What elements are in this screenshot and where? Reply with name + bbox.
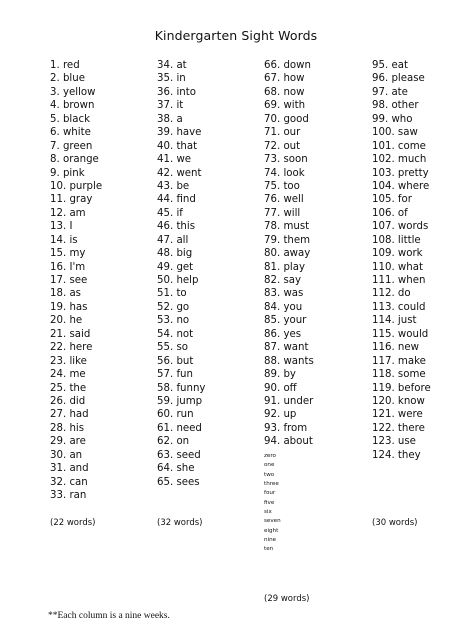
sight-word: 77. will [264, 207, 301, 219]
word-count-column-3: (29 words) [264, 594, 310, 604]
sight-word: 107. words [372, 221, 429, 233]
sight-word: 31. and [50, 463, 89, 475]
sight-word: 11. gray [50, 194, 93, 206]
sight-word: 36. into [157, 86, 196, 98]
sight-word: 86. yes [264, 328, 302, 340]
sight-word: 40. that [157, 140, 198, 152]
sight-word: 81. play [264, 261, 306, 273]
sight-word: 58. funny [157, 382, 206, 394]
sight-word: 120. know [372, 395, 425, 407]
sight-word: 69. with [264, 100, 306, 112]
sight-word: 102. much [372, 154, 427, 166]
sight-word: 71. our [264, 127, 301, 139]
sight-word: 114. just [372, 315, 417, 327]
sight-word: 5. black [50, 113, 90, 125]
sight-word: 64. she [157, 463, 195, 475]
sight-word: 13. I [50, 221, 73, 233]
sight-word: 78. must [264, 221, 310, 233]
sight-word: 10. purple [50, 180, 103, 192]
sight-word: 99. who [372, 113, 413, 125]
sight-word: 19. has [50, 301, 88, 313]
sight-word: 8. orange [50, 154, 99, 166]
sight-word: 54. not [157, 328, 194, 340]
sight-word: 68. now [264, 86, 305, 98]
sight-word: 74. look [264, 167, 305, 179]
sight-word: 65. sees [157, 476, 200, 488]
sight-word: 41. we [157, 154, 192, 166]
sight-word: 91. under [264, 395, 314, 407]
sight-word: 1. red [50, 60, 80, 71]
sight-word: 9. pink [50, 167, 85, 179]
number-word: nine [264, 537, 277, 544]
sight-word: 88. wants [264, 355, 314, 367]
sight-word: 20. he [50, 315, 83, 327]
sight-word: 89. by [264, 369, 296, 381]
sight-word: 119. before [372, 382, 431, 394]
sight-word: 6. white [50, 127, 91, 139]
sight-word: 2. blue [50, 73, 85, 85]
sight-word: 67. how [264, 73, 305, 85]
sight-word: 30. an [50, 449, 83, 461]
sight-word: 43. be [157, 180, 190, 192]
sight-word: 46. this [157, 221, 196, 233]
sight-word: 105. for [372, 194, 412, 206]
sight-word: 49. get [157, 261, 194, 273]
sight-word: 48. big [157, 248, 193, 260]
word-count-column-4: (30 words) [372, 518, 418, 528]
sight-word: 29. are [50, 436, 86, 448]
sight-word: 15. my [50, 248, 86, 260]
sight-word: 59. jump [157, 395, 203, 407]
word-count-column-1: (22 words) [50, 518, 96, 528]
sight-word: 75. too [264, 180, 300, 192]
page-title: Kindergarten Sight Words [154, 28, 318, 43]
sight-word: 87. want [264, 342, 309, 354]
number-word: two [264, 471, 275, 478]
sight-word: 63. seed [157, 449, 201, 461]
footnote: **Each column is a nine weeks. [48, 611, 170, 621]
sight-word: 103. pretty [372, 167, 429, 179]
sight-word: 84. you [264, 301, 303, 313]
sight-word: 3. yellow [50, 86, 96, 98]
sight-word: 60. run [157, 409, 194, 421]
sight-word: 61. need [157, 422, 202, 434]
sight-word: 124. they [372, 449, 421, 461]
sight-word: 95. eat [372, 60, 408, 71]
sight-word: 121. were [372, 409, 423, 421]
word-column-4 [372, 59, 431, 462]
sight-word: 92. up [264, 409, 297, 421]
word-column-3 [264, 59, 314, 449]
sight-word: 108. little [372, 234, 421, 246]
sight-word: 115. would [372, 328, 429, 340]
sight-word: 12. am [50, 207, 86, 219]
sight-word: 83. was [264, 288, 304, 300]
sight-word: 56. but [157, 355, 194, 367]
sight-word: 80. away [264, 248, 311, 260]
word-count-column-2: (32 words) [157, 518, 203, 528]
number-word: five [264, 499, 275, 506]
sight-word: 72. out [264, 140, 301, 152]
sight-word: 32. can [50, 476, 88, 488]
sight-word: 26. did [50, 395, 86, 407]
sight-word: 50. help [157, 275, 199, 286]
sight-word: 22. here [50, 342, 93, 354]
sight-word: 35. in [157, 73, 186, 85]
sight-word: 42. went [157, 167, 202, 179]
sight-word: 96. please [372, 73, 425, 85]
sight-word: 16. I'm [50, 261, 86, 273]
sight-word: 25. the [50, 382, 87, 394]
sight-word: 38. a [157, 113, 183, 125]
sight-word: 17. see [50, 275, 88, 286]
sight-word: 23. like [50, 355, 87, 367]
sight-word: 93. from [264, 422, 308, 434]
sight-word: 90. off [264, 382, 297, 394]
sight-word: 18. as [50, 288, 81, 300]
sight-word: 33. ran [50, 490, 87, 501]
number-word: six [264, 509, 272, 516]
sight-word: 55. so [157, 342, 188, 354]
number-word: three [264, 481, 279, 488]
sight-word: 118. some [372, 369, 426, 381]
sight-word: 106. of [372, 207, 408, 219]
sight-word: 122. there [372, 422, 425, 434]
number-word: seven [264, 518, 281, 525]
sight-word: 21. said [50, 328, 91, 340]
sight-word: 82. say [264, 275, 302, 286]
sight-word: 73. soon [264, 154, 308, 166]
sight-word: 111. when [372, 275, 426, 286]
number-word: eight [264, 527, 279, 534]
sight-word: 66. down [264, 60, 311, 71]
sight-word: 14. is [50, 234, 78, 246]
sight-word: 79. them [264, 234, 311, 246]
number-words-list [264, 452, 281, 555]
sight-word: 101. come [372, 140, 426, 152]
sight-word: 110. what [372, 261, 423, 273]
sight-word: 24. me [50, 369, 86, 381]
number-word: ten [264, 546, 274, 553]
sight-word: 51. to [157, 288, 187, 300]
sight-word: 27. had [50, 409, 89, 421]
sight-word: 62. on [157, 436, 190, 448]
sight-word: 109. work [372, 248, 423, 260]
sight-word: 76. well [264, 194, 304, 206]
sight-word: 100. saw [372, 127, 418, 139]
sight-word: 117. make [372, 355, 426, 367]
sight-word: 53. no [157, 315, 190, 327]
sight-word: 7. green [50, 140, 93, 152]
sight-word: 116. new [372, 342, 419, 354]
sight-word: 4. brown [50, 100, 95, 112]
sight-word: 123. use [372, 436, 416, 448]
sight-word: 34. at [157, 60, 187, 71]
number-word: zero [264, 453, 276, 459]
sight-word: 37. it [157, 100, 184, 112]
number-word: one [264, 462, 275, 469]
sight-word: 45. if [157, 207, 183, 219]
sight-word: 94. about [264, 436, 313, 448]
sight-word: 112. do [372, 288, 411, 300]
sight-word: 52. go [157, 301, 190, 313]
word-column-1 [50, 59, 102, 502]
sight-word: 104. where [372, 180, 430, 192]
number-word: four [264, 490, 276, 497]
sight-word: 85. your [264, 315, 307, 327]
sight-word: 113. could [372, 301, 426, 313]
sight-word: 47. all [157, 234, 189, 246]
sight-word: 28. his [50, 422, 85, 434]
sight-word: 98. other [372, 100, 419, 112]
sight-word: 97. ate [372, 86, 408, 98]
sight-word: 70. good [264, 113, 309, 125]
sight-word: 44. find [157, 194, 196, 206]
sight-word: 39. have [157, 127, 202, 139]
sight-word: 57. fun [157, 369, 193, 381]
word-column-2 [157, 59, 205, 489]
